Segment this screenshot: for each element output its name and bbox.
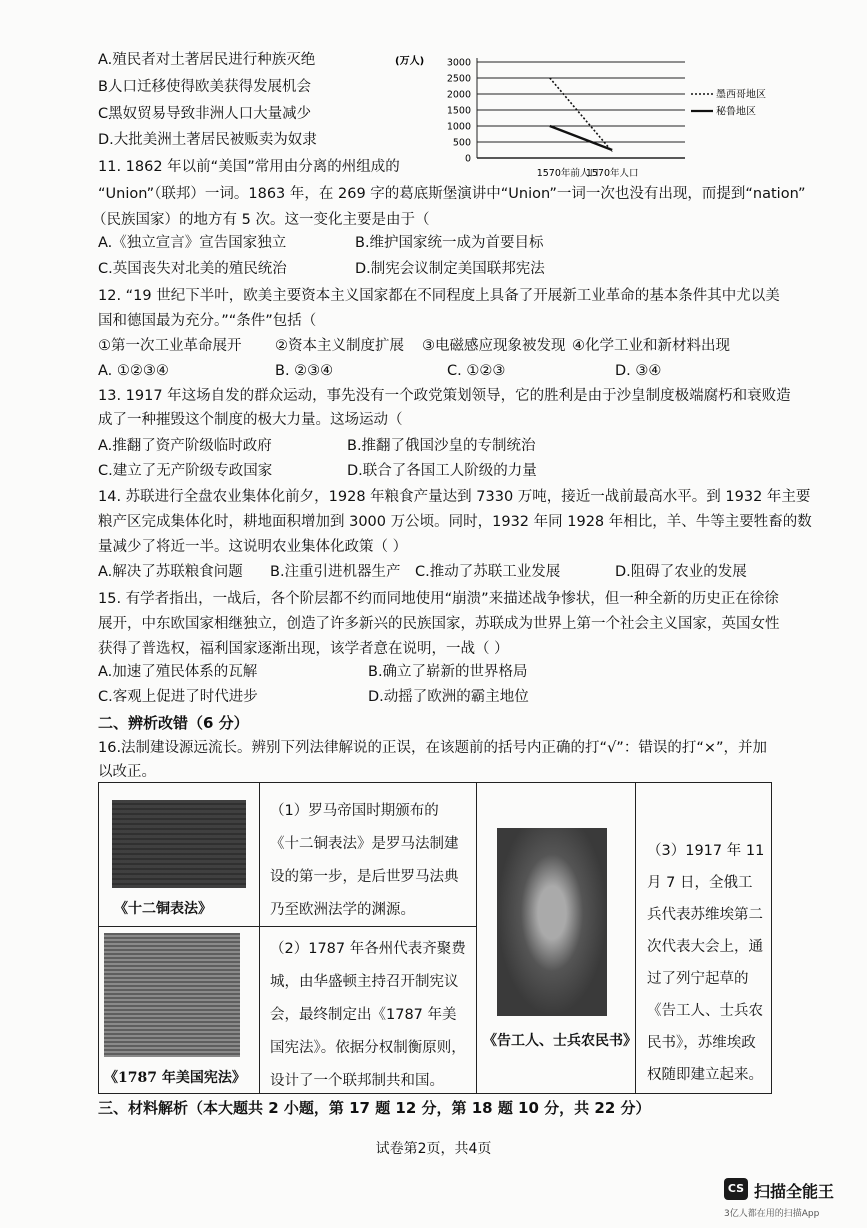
table-divider — [259, 783, 260, 1093]
chart-ylabel: (万人) — [395, 56, 425, 67]
q16-stem-line2: 以改正。 — [98, 764, 156, 780]
q12-item-4: ④化学工业和新材料出现 — [572, 338, 730, 354]
camscanner-logo-icon: CS — [724, 1178, 748, 1200]
y-tick-label: 2000 — [446, 89, 471, 101]
q14-stem-line3: 量减少了将近一半。这说明农业集体化政策（ ） — [98, 539, 408, 555]
q14-stem-line2: 粮产区完成集体化时，耕地面积增加到 3000 万公顷。同时，1932 年同 1928 年相比，羊、牛等主要牲畜的数 — [98, 514, 812, 530]
q11-stem-line2: “Union”（联邦）一词。1863 年，在 269 字的葛底斯堡演讲中“Union”一词一次也没有出现，而提到“nation” — [98, 186, 806, 202]
q10-option-d: D.大批美洲土著居民被贩卖为奴隶 — [98, 132, 317, 148]
section3-title: 三、材料解析（本大题共 2 小题，第 17 题 12 分，第 18 题 10 分，共 22 分） — [98, 1099, 651, 1117]
y-tick-label: 3000 — [446, 57, 471, 69]
q15-stem-line3: 获得了普选权，福利国家逐渐出现，该学者意在说明，一战（ ） — [98, 641, 509, 657]
y-tick-label: 1500 — [446, 105, 471, 117]
decree-caption: 《告工人、士兵农民书》 — [483, 1033, 637, 1049]
y-tick-label: 0 — [464, 153, 471, 165]
decree-poster-image — [497, 828, 607, 1016]
camscanner-tagline: 3亿人都在用的扫描App — [724, 1209, 820, 1219]
x-tick-label: 1570年前人口 — [536, 168, 599, 179]
q12-stem-line2: 国和德国最为充分。”“条件”包括（ — [98, 313, 317, 329]
y-tick-label: 2500 — [446, 73, 471, 85]
q15-stem-line2: 展开，中东欧国家相继独立，创造了许多新兴的民族国家，苏联成为世界上第一个社会主义国家，英国女性 — [98, 616, 780, 632]
q12-option-d: D. ③④ — [615, 363, 662, 379]
q14-option-c: C.推动了苏联工业发展 — [415, 564, 561, 580]
series-line-1 — [550, 78, 612, 152]
q12-option-b: B. ②③④ — [275, 363, 334, 379]
law-statement-1: （1）罗马帝国时期颁布的《十二铜表法》是罗马法制建设的第一步，是后世罗马法典乃至欧洲法学的渊源。 — [270, 803, 459, 918]
q10-option-a: A.殖民者对土著居民进行种族灭绝 — [98, 52, 316, 68]
population-line-chart — [395, 50, 766, 190]
q11-option-c: C.英国丧失对北美的殖民统治 — [98, 261, 287, 277]
q15-stem-line1: 15. 有学者指出，一战后，各个阶层都不约而同地使用“崩溃”来描述战争惨状，但一种全新的历史正在徐徐 — [98, 591, 779, 607]
q12-option-a: A. ①②③④ — [98, 363, 169, 379]
page-footer: 试卷第2页，共4页 — [375, 1141, 492, 1157]
q14-option-d: D.阻碍了农业的发展 — [615, 564, 747, 580]
q13-stem-line1: 13. 1917 年这场自发的群众运动，事先没有一个政党策划领导，它的胜利是由于沙皇制度极端腐朽和衰败造 — [98, 388, 791, 404]
section2-title: 二、辨析改错（6 分） — [98, 714, 249, 732]
q14-stem-line1: 14. 苏联进行全盘农业集体化前夕，1928 年粮食产量达到 7330 万吨，接近一战前最高水平。到 1932 年主要 — [98, 489, 811, 505]
law-table — [98, 782, 772, 1094]
us-constitution-image — [104, 933, 240, 1057]
law-statement-2: （2）1787 年各州代表齐聚费城，由华盛顿主持召开制宪议会，最终制定出《1787 年美国宪法》。依据分权制衡原则，设计了一个联邦制共和国。 — [270, 941, 466, 1089]
q15-option-c: C.客观上促进了时代进步 — [98, 689, 258, 705]
q11-stem-line3: （民族国家）的地方有 5 次。这一变化主要是由于（ — [92, 212, 430, 228]
y-tick-label: 1000 — [446, 121, 471, 133]
q13-stem-line2: 成了一种摧毁这个制度的极大力量。这场运动（ — [98, 412, 403, 428]
q12-item-1: ①第一次工业革命展开 — [98, 338, 242, 354]
q13-option-b: B.推翻了俄国沙皇的专制统治 — [347, 438, 536, 454]
q14-option-a: A.解决了苏联粮食问题 — [98, 564, 243, 580]
x-tick-label: 1570年人口 — [585, 168, 639, 179]
q11-option-a: A.《独立宣言》宣告国家独立 — [98, 235, 287, 251]
q15-option-d: D.动摇了欧洲的霸主地位 — [368, 689, 529, 705]
q15-option-a: A.加速了殖民体系的瓦解 — [98, 664, 258, 680]
series-line-2 — [550, 126, 612, 150]
q14-option-b: B.注重引进机器生产 — [270, 564, 401, 580]
twelve-tables-caption: 《十二铜表法》 — [114, 901, 212, 917]
q13-option-d: D.联合了各国工人阶级的力量 — [347, 463, 537, 479]
q12-stem-line1: 12. “19 世纪下半叶，欧美主要资本主义国家都在不同程度上具备了开展新工业革命的基本条件其中尤以美 — [98, 288, 780, 304]
q12-item-3: ③电磁感应现象被发现 — [422, 338, 566, 354]
q16-stem-line1: 16.法制建设源远流长。辨别下列法律解说的正误，在该题前的括号内正确的打“√”：错误的打“×”，并加 — [98, 740, 767, 756]
legend-label: 墨西哥地区 — [716, 89, 766, 101]
us-constitution-caption: 《1787 年美国宪法》 — [104, 1070, 246, 1086]
y-tick-label: 500 — [452, 137, 471, 149]
q11-option-b: B.维护国家统一成为首要目标 — [355, 235, 544, 251]
q12-item-2: ②资本主义制度扩展 — [275, 338, 404, 354]
table-divider — [476, 783, 477, 1093]
twelve-tables-image — [112, 800, 246, 888]
law-statement-3: （3）1917 年 11 月 7 日，全俄工兵代表苏维埃第二次代表大会上，通过了列宁起草的《告工人、士兵农民书》，苏维埃政权随即建立起来。 — [647, 843, 765, 1083]
q15-option-b: B.确立了崭新的世界格局 — [368, 664, 528, 680]
q10-option-c: C黑奴贸易导致非洲人口大量减少 — [98, 106, 312, 122]
q11-option-d: D.制宪会议制定美国联邦宪法 — [355, 261, 545, 277]
camscanner-watermark — [724, 1178, 864, 1224]
q10-option-b: B人口迁移使得欧美获得发展机会 — [98, 79, 311, 95]
q13-option-a: A.推翻了资产阶级临时政府 — [98, 438, 272, 454]
camscanner-name: 扫描全能王 — [754, 1182, 835, 1201]
legend-label: 秘鲁地区 — [716, 106, 756, 118]
q12-option-c: C. ①②③ — [447, 363, 506, 379]
q13-option-c: C.建立了无产阶级专政国家 — [98, 463, 273, 479]
q11-stem-line1: 11. 1862 年以前“美国”常用由分离的州组成的 — [98, 159, 400, 175]
